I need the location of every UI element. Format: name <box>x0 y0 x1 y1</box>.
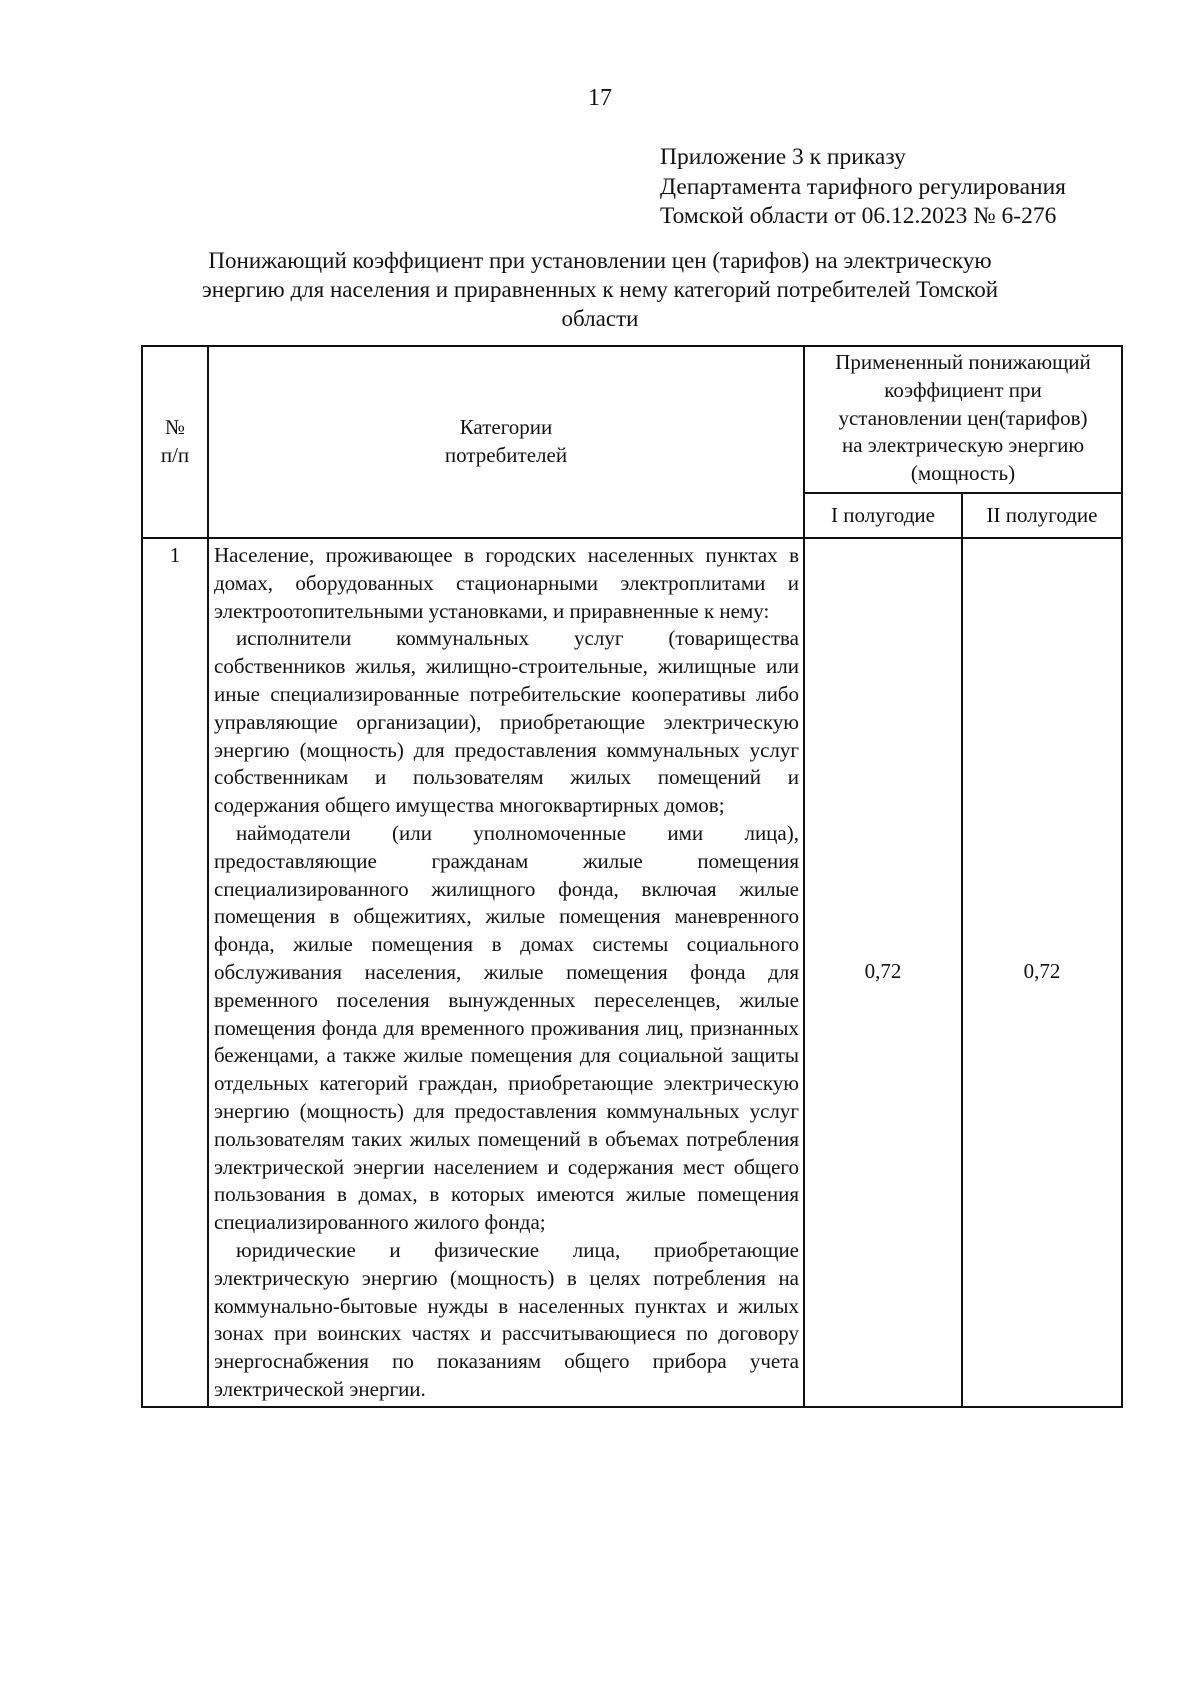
row-category <box>208 538 804 1407</box>
category-item: юридические и физические лица, приобретающие электрическую энергию (мощность) в целях потребления на коммунально-бытовые нужды в населенных пунктах и жилых зонах при воинских частях и рассчитывающиеся по договору энергоснабжения по показаниям общего прибора учета электрической энергии. <box>214 1237 799 1401</box>
header-second-half: II полугодие <box>962 493 1122 538</box>
header-coefficient-line: коэффициент при <box>884 377 1042 402</box>
coefficient-table <box>141 345 1123 1408</box>
header-number <box>142 346 208 538</box>
document-title <box>150 246 1050 333</box>
first-half-value: 0,72 <box>804 538 962 1407</box>
appendix-line: Департамента тарифного регулирования <box>660 173 1066 200</box>
title-line: энергию для населения и приравненных к нему категорий потребителей Томской <box>201 277 999 302</box>
header-category-line: Категории <box>459 415 553 440</box>
table-row <box>142 538 1122 1407</box>
title-line: Понижающий коэффициент при установлении цен (тарифов) на электрическую <box>208 248 992 273</box>
appendix-line: Томской области от 06.12.2023 № 6-276 <box>660 203 1057 229</box>
row-number: 1 <box>142 538 208 1407</box>
header-coefficient-line: Примененный понижающий <box>835 350 1091 374</box>
header-coefficient-line: установлении цен(тарифов) <box>838 405 1088 430</box>
category-item: наймодатели (или уполномоченные ими лица), предоставляющие гражданам жилые помещения специализированного жилищного фонда, включая жилые помещения в общежитиях, жилые помещения маневренного фонда, жилые помещения в домах системы социального обслуживания населения, жилые помещения фонда для временного поселения вынужденных переселенцев, жилые помещения фонда для временного проживания лиц, признанных беженцами, а также жилые помещения для социальной защиты отдельных категорий граждан, приобретающие электрическую энергию (мощность) для предоставления коммунальных услуг пользователям таких жилых помещений в объемах потребления электрической энергии населением и содержания мест общего пользования в домах, в которых имеются жилые помещения специализированного жилого фонда; <box>214 820 799 1235</box>
category-intro: Население, проживающее в городских населенных пунктах в домах, оборудованных стационарными электроплитами и электроотопительными установками, и приравненные к нему: <box>214 542 799 623</box>
header-first-half: I полугодие <box>804 493 962 538</box>
page-number: 17 <box>588 85 612 111</box>
header-coefficient-line: на электрическую энергию <box>841 433 1085 458</box>
header-coefficient <box>804 346 1122 493</box>
header-number-abbr: п/п <box>160 442 190 467</box>
header-category <box>208 346 804 538</box>
appendix-line: Приложение 3 к приказу <box>660 144 906 170</box>
category-item: исполнители коммунальных услуг (товарищества собственников жилья, жилищно-строительные, жилищные или иные специализированные потребительские кооперативы либо управляющие организации), приобретающие электрическую энергию (мощность) для предоставления коммунальных услуг собственникам и пользователям жилых помещений и содержания общего имущества многоквартирных домов; <box>214 626 799 818</box>
header-number-symbol: № <box>164 415 186 440</box>
second-half-value: 0,72 <box>962 538 1122 1407</box>
appendix-reference <box>660 143 1180 232</box>
table-header-row <box>142 346 1122 493</box>
title-line: области <box>561 306 639 331</box>
header-category-line: потребителей <box>444 442 568 467</box>
header-coefficient-line: (мощность) <box>910 461 1016 486</box>
